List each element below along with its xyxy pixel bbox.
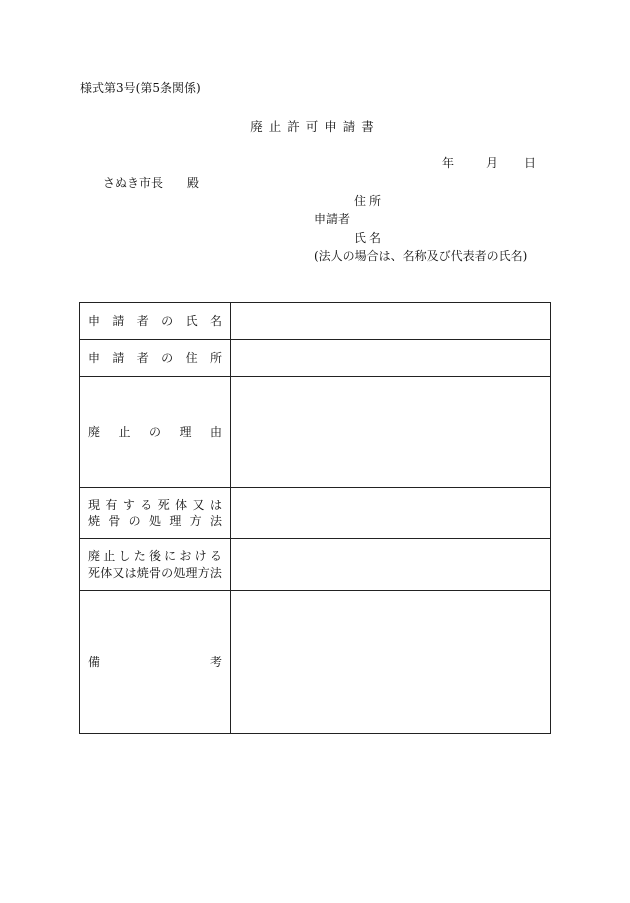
application-table [79,302,551,734]
address-label: 住所 [354,194,385,208]
label-text: 申 請 者 の 住 所 [88,350,222,365]
field-post-abolition-method[interactable] [231,539,551,591]
date-month: 月 [486,156,499,170]
row-label-post-abolition-method [80,539,231,591]
label-text: 備 考 [88,654,222,669]
field-abolition-reason[interactable] [231,377,551,488]
date-line [442,157,536,169]
form-number: 様式第3号(第5条関係) [80,81,201,95]
row-label-existing-remains-method [80,488,231,539]
addressee: さぬき市長 殿 [103,176,200,190]
field-remarks[interactable] [231,591,551,734]
document-title: 廃止許可申請書 [250,119,380,134]
applicant-label: 申請者 [314,212,351,226]
label-text: 申 請 者 の 氏 名 [88,313,222,328]
table-row [80,539,551,591]
label-text-line2: 焼 骨 の 処 理 方 法 [88,514,222,528]
date-day: 日 [524,156,537,170]
date-year: 年 [442,156,455,170]
field-existing-remains-method[interactable] [231,488,551,539]
label-text: 廃 止 の 理 由 [88,424,222,439]
label-text-line2: 死 体 又 は 焼 骨 の 処 理 方 法 [88,565,222,580]
label-text-line1: 廃 止 し た 後 に お け る [88,549,222,564]
label-text-line1: 現 有 す る 死 体 又 は [88,497,222,512]
row-label-remarks [80,591,231,734]
row-label-abolition-reason [80,377,231,488]
row-label-applicant-name [80,303,231,340]
row-label-applicant-address [80,340,231,377]
table-row [80,377,551,488]
table-row [80,303,551,340]
table-row [80,488,551,539]
field-applicant-name[interactable] [231,303,551,340]
table-row [80,340,551,377]
name-label: 氏名 [354,231,385,245]
table-row [80,591,551,734]
field-applicant-address[interactable] [231,340,551,377]
corporation-note: (法人の場合は、名称及び代表者の氏名) [314,249,528,263]
